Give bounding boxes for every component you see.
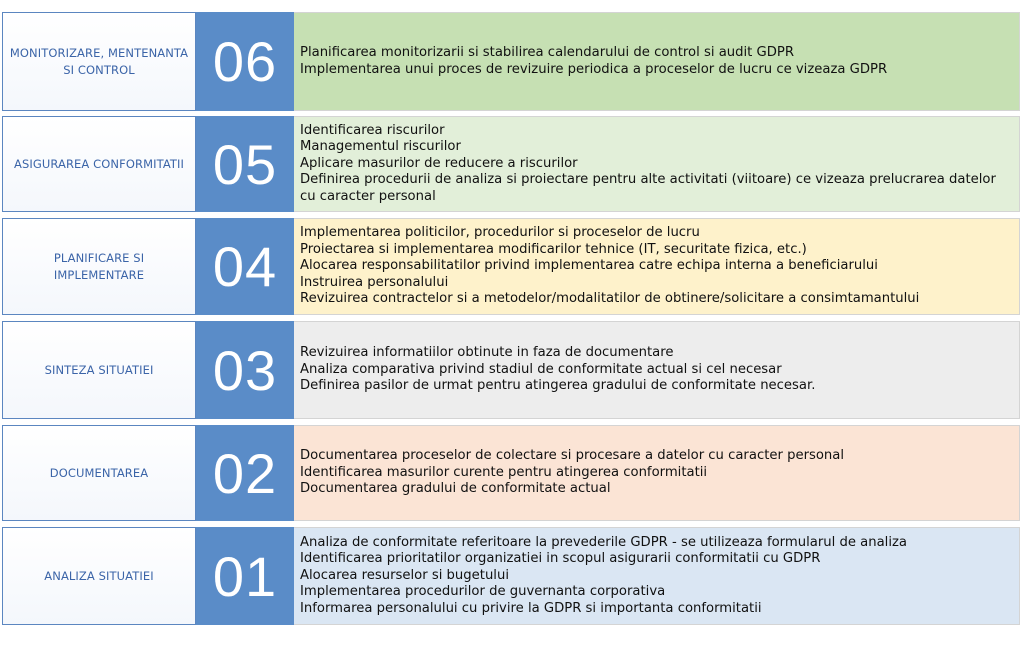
step-item: Aplicare masurilor de reducere a riscurilor	[300, 155, 578, 171]
step-item: Identificarea masurilor curente pentru atingerea conformitatii	[300, 464, 708, 480]
step-number: 02	[196, 425, 294, 521]
step-item: Definirea pasilor de urmat pentru atingerea gradului de conformitate necesar.	[300, 378, 816, 394]
step-item: Alocarea responsabilitatilor privind implementarea catre echipa interna a beneficiarului	[300, 258, 878, 274]
step-description	[294, 12, 1020, 111]
step-label: DOCUMENTAREA	[2, 425, 196, 521]
step-number: 04	[196, 218, 294, 315]
step-item: Analiza comparativa privind stadiul de conformitate actual si cel necesar	[300, 361, 782, 377]
step-label: ANALIZA SITUATIEI	[2, 527, 196, 625]
step-number: 06	[196, 12, 294, 111]
step-number: 01	[196, 527, 294, 625]
step-item: Revizuirea informatiilor obtinute in faza de documentare	[300, 345, 674, 361]
step-item: Implementarea politicilor, procedurilor si proceselor de lucru	[300, 225, 700, 241]
step-description	[294, 321, 1020, 419]
step-item: Documentarea gradului de conformitate actual	[300, 481, 611, 497]
step-description	[294, 218, 1020, 315]
step-item: Identificarea riscurilor	[300, 122, 445, 138]
step-item: Definirea procedurii de analiza si proiectare pentru alte activitati (viitoare) ce vizeaza prelucrarea datelor cu caracter personal	[300, 172, 996, 204]
step-number: 03	[196, 321, 294, 419]
step-number: 05	[196, 116, 294, 212]
step-row-04	[0, 218, 1024, 315]
step-label: SINTEZA SITUATIEI	[2, 321, 196, 419]
step-row-06	[0, 12, 1024, 111]
step-item: Implementarea unui proces de revizuire periodica a proceselor de lucru ce vizeaza GDPR	[300, 61, 888, 77]
step-description	[294, 116, 1020, 212]
step-item: Proiectarea si implementarea modificarilor tehnice (IT, securitate fizica, etc.)	[300, 241, 807, 257]
step-description	[294, 527, 1020, 625]
step-label: MONITORIZARE, MENTENANTA SI CONTROL	[2, 12, 196, 111]
step-item: Managementul riscurilor	[300, 139, 461, 155]
step-label: PLANIFICARE SI IMPLEMENTARE	[2, 218, 196, 315]
step-item: Planificarea monitorizarii si stabilirea calendarului de control si audit GDPR	[300, 44, 795, 60]
step-item: Revizuirea contractelor si a metodelor/modalitatilor de obtinere/solicitare a consimtamantului	[300, 291, 920, 307]
step-row-02	[0, 425, 1024, 521]
step-row-03	[0, 321, 1024, 419]
step-item: Analiza de conformitate referitoare la prevederile GDPR - se utilizeaza formularul de analiza	[300, 534, 907, 550]
step-item: Implementarea procedurilor de guvernanta corporativa	[300, 584, 666, 600]
step-row-05	[0, 116, 1024, 212]
step-item: Instruirea personalului	[300, 274, 449, 290]
step-item: Alocarea resurselor si bugetului	[300, 567, 509, 583]
step-row-01	[0, 527, 1024, 625]
step-item: Informarea personalului cu privire la GDPR si importanta conformitatii	[300, 600, 762, 616]
step-item: Identificarea prioritatilor organizatiei in scopul asigurarii conformitatii cu GDPR	[300, 551, 821, 567]
step-description	[294, 425, 1020, 521]
step-label: ASIGURAREA CONFORMITATII	[2, 116, 196, 212]
step-item: Documentarea proceselor de colectare si procesare a datelor cu caracter personal	[300, 448, 845, 464]
